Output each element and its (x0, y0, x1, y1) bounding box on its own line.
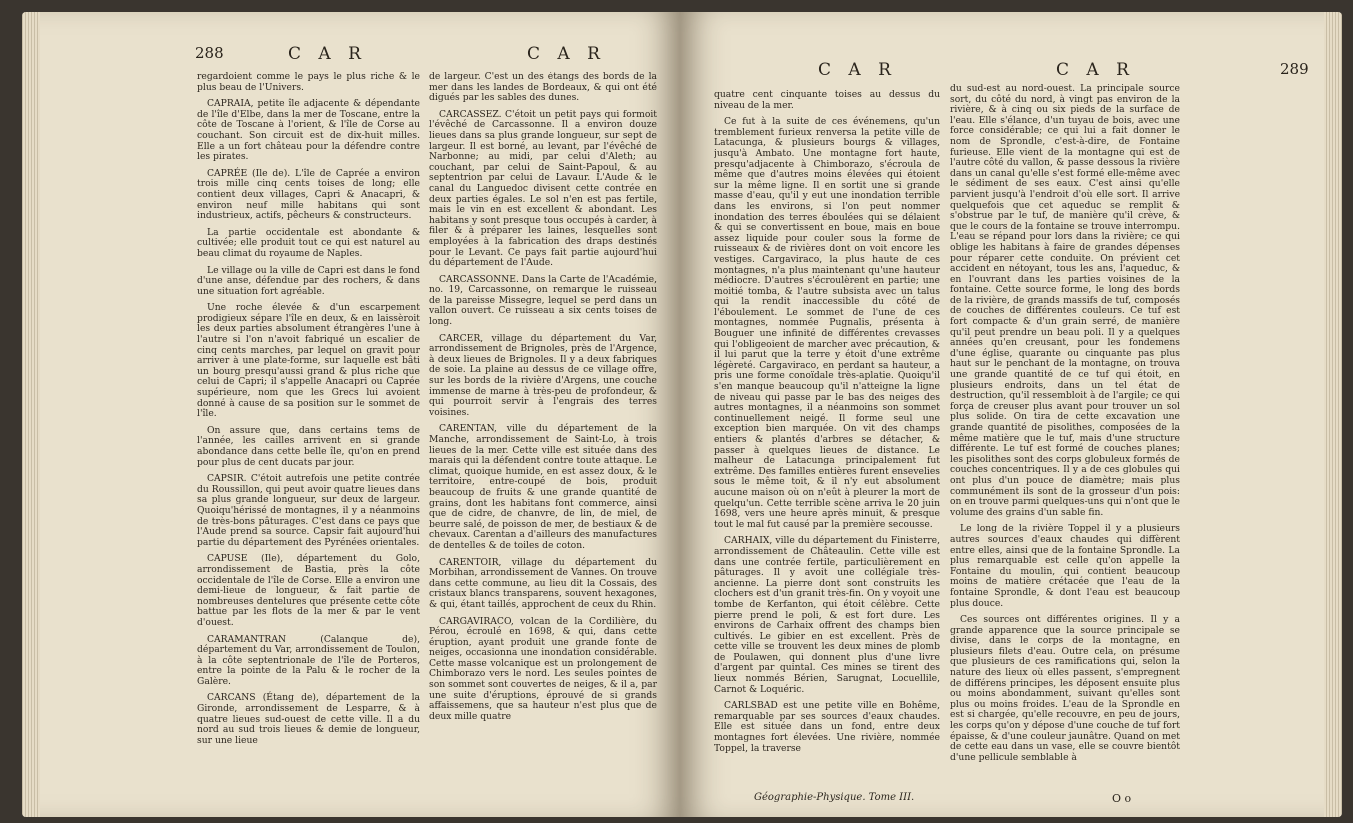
paragraph: regardoient comme le pays le plus riche & le plus beau de l'Univers. (197, 72, 420, 93)
paragraph: CARCASSONNE. Dans la Carte de l'Académie, no. 19, Carcassonne, on remarque le ruisseau de la pareisse Missegre, lequel se perd dans un vallon ouvert. Ce ruisseau a six cents toises de long. (429, 273, 657, 328)
paragraph: CARLSBAD est une petite ville en Bohême, remarquable par ses sources d'eaux chaudes. Elle est située dans un fond, entre deux montagnes fort élevées. Une rivière, nommée Toppel, la traverse (714, 700, 940, 754)
page-number-right: 289 (1280, 60, 1309, 78)
paragraph: Le long de la rivière Toppel il y a plusieurs autres sources d'eaux chaudes qui diffèrent entre elles, ainsi que de la fontaine Sprondle. La plus remarquable est celle qu'on appelle la Fontaine du moulin, qui contient beaucoup moins de matière crétacée que l'eau de la fontaine Sprondle, & dont l'eau est beaucoup plus douce. (950, 523, 1180, 609)
paragraph: On assure que, dans certains tems de l'année, les cailles arrivent en si grande abondance dans cette belle île, qu'on en prend pour plus de cent ducats par jour. (197, 424, 420, 468)
paragraph: de largeur. C'est un des étangs des bords de la mer dans les landes de Bordeaux, & qui ont été digués par les sables des dunes. (429, 72, 657, 104)
paragraph: La partie occidentale est abondante & cultivée; elle produit tout ce qui est naturel au beau climat du royaume de Naples. (197, 226, 420, 259)
paragraph: Ce fut à la suite de ces événemens, qu'un tremblement furieux renversa la petite ville de Latacunga, & plusieurs bourgs & villages, jusqu'à Ambato. Une montagne fort haute, presqu'adjacente à Chimborazo, s'écroula de même que d'autres moins élevées qui étoient sur la même ligne. Il en sortit une si grande masse d'eau, qu'il y eut une inondation terrible dans les environs, si l'on peut nommer inondation des terres éboulées qui se délaient & qui se convertissent en boue, mais en boue assez liquide pour couler sous la forme de ruisseaux & de rivières dont on voit encore les vestiges. Cargaviraco, la plus haute de ces montagnes, n'a plus maintenant qu'une hauteur médiocre. D'autres s'écroulèrent en partie; une moitié tomba, & l'autre subsista avec un talus qui la rendit inaccessible du côté de l'éboulement. Le sommet de l'une de ces montagnes, nommée Pugnalis, présenta à Bouguer une infinité de différentes crevasses qui l'obligeoient de marcher avec précaution, & il lui parut que la terre y étoit d'une extrême légèreté. Cargaviraco, en perdant sa hauteur, a pris une forme conoïdale très-aplatie. Quoiqu'il s'en manque beaucoup qu'il n'atteigne la ligne de niveau qui passe par le bas des neiges des autres montagnes, il a néanmoins son sommet continuellement neigé. Il forme seul une exception bien marquée. On vit des champs entiers & plantés d'arbres se détacher, & passer à quelques lieues de distance. Le malheur de Latacunga principalement fut extrême. Des familles entières furent ensevelies sous le même toit, & il n'y eut absolument aucune maison où on n'eût à pleurer la mort de quelqu'un. Cette terrible scène arriva le 20 juin 1698, vers une heure après minuit, & presque tout le mal fut causé par la première secousse. (714, 116, 940, 530)
right-column-2 (950, 84, 1180, 774)
book-spread (22, 12, 1342, 817)
running-head: C A R (818, 60, 897, 80)
paragraph: CAPSIR. C'étoit autrefois une petite contrée du Roussillon, qui peut avoir quatre lieues dans sa plus grande longueur, sur deux de largeur. Quoiqu'hérissé de montagnes, il y a néanmoins de très-bons pâturages. C'est dans ce pays que l'Aude prend sa source. Capsir fait aujourd'hui partie du département des Pyrénées orientales. (197, 473, 420, 548)
page-footer: Géographie-Physique. Tome III. (754, 792, 915, 803)
paragraph: CARENTAN, ville du département de la Manche, arrondissement de Saint-Lo, à trois lieues de la mer. Cette ville est située dans des marais qui la défendent contre toute attaque. Le climat, quoique humide, en est assez doux, & le territoire, entre-coupé de bois, produit beaucoup de fruits & une grande quantité de grains, dont les habitans font commerce, ainsi que de cidre, de chanvre, de lin, de miel, de beurre salé, de poisson de mer, de bestiaux & de chevaux. Carentan a d'ailleurs des manufactures de dentelles & de toiles de coton. (429, 423, 657, 551)
paragraph: CAPRÉE (Ile de). L'île de Caprée a environ trois mille cinq cents toises de long; elle contient deux villages, Capri & Anacapri, & environ neuf mille habitans qui sont industrieux, actifs, pêcheurs & constructeurs. (197, 167, 420, 222)
left-column-1 (197, 72, 420, 812)
paragraph: Une roche élevée & d'un escarpement prodigieux sépare l'île en deux, & en laissèroit les deux parties absolument étrangères l'une à l'autre si l'on n'avoit fabriqué un escalier de cinq cents marches, par lequel on gravit pour arriver à une plate-forme, sur laquelle est bâti un bourg presqu'aussi grand & plus riche que celui de Capri; il s'appelle Anacapri ou Caprée supérieure, nom que les Grecs lui avoient donné à cause de sa position sur le sommet de l'île. (197, 302, 420, 420)
page-edge-left (22, 12, 40, 817)
paragraph: CARCASSEZ. C'étoit un petit pays qui formoit l'évêché de Carcassonne. Il a environ douze lieues dans sa plus grande longueur, sur sept de largeur. Il est borné, au levant, par l'évêché de Narbonne; au midi, par celui d'Aleth; au couchant, par celui de Saint-Papoul, & au septentrion par celui de Lavaur. L'Aude & le canal du Languedoc divisent cette contrée en deux parties égales. Le sol n'en est pas fertile, mais le vin en est excellent & abondant. Les habitans y sont presque tous occupés à carder, à filer & à préparer les laines, lesquelles sont employées à la fabrication des draps destinés pour le Levant. Ce pays fait partie aujourd'hui du département de l'Aude. (429, 108, 657, 269)
running-head: C A R (527, 44, 606, 64)
page-edge-right (1324, 12, 1342, 817)
left-page (22, 12, 680, 817)
paragraph: du sud-est au nord-ouest. La principale source sort, du côté du nord, à vingt pas environ de la rivière, & à cinq ou six pieds de la surface de l'eau. Elle s'élance, d'un tuyau de bois, avec une force considérable; ce qui lui a fait donner le nom de Sprondle, c'est-à-dire, de Fontaine furieuse. Elle vient de la montagne qui est de l'autre côté du vallon, & passe dessous la rivière dans un canal qu'elle s'est formé elle-même avec le sédiment de ses eaux. C'est ainsi qu'elle parvient jusqu'à l'endroit d'où elle sort. Il arrive quelquefois que cet aqueduc se remplit & s'obstrue par le tuf, de manière qu'il crève, & que le cours de la fontaine se trouve interrompu. L'eau se répand pour lors dans la rivière; ce qui oblige les habitans à faire de grandes dépenses pour réparer cette conduite. On prévient cet accident en nétoyant, tous les ans, l'aqueduc, & en l'ouvrant dans les parties voisines de la fontaine. Cette source forme, le long des bords de la rivière, de grands massifs de tuf, composés de couches de différentes couleurs. Ce tuf est fort compacte & d'un grain serré, de manière qu'il peut prendre un beau poli. Il y a quelques années qu'en creusant, pour les fondemens d'une église, quarante ou cinquante pas plus haut sur le penchant de la montagne, on trouva une grande quantité de ce tuf qui étoit, en plusieurs endroits, dans un tel état de destruction, qu'il ressembloit à de l'argile; ce qui força de creuser plus avant pour trouver un sol plus solide. On tira de cette excavation une grande quantité de pisolithes, composées de la même matière que le tuf, mais d'une structure différente. Le tuf est formé de couches planes; les pisolithes sont des corps globuleux formés de couches concentriques. Il y a de ces globules qui ont plus d'un pouce de diamètre; mais plus communément ils sont de la grosseur d'un pois: on en trouve parmi quelques-uns qui n'ont que le volume des grains d'un sable fin. (950, 84, 1180, 518)
paragraph: Le village ou la ville de Capri est dans le fond d'une anse, défendue par des rochers, & dans une situation fort agréable. (197, 264, 420, 297)
running-head: C A R (1056, 60, 1135, 80)
left-column-2 (429, 72, 657, 812)
paragraph: Ces sources ont différentes origines. Il y a grande apparence que la source principale se divise, dans le corps de la montagne, en plusieurs filets d'eau. Outre cela, on présume que plusieurs de ces ramifications qui, selon la nature des lieux où elles passent, s'empregnent de différens principes, les déposent ensuite plus ou moins abondamment, suivant qu'elles sont plus ou moins froides. L'eau de la Sprondle en est si chargée, qu'elle recouvre, en peu de jours, les corps qu'on y dépose d'une couche de tuf fort épaisse, & d'une couleur jaunâtre. Quand on met de cette eau dans un vase, elle se couvre bientôt d'une pellicule semblable à (950, 614, 1180, 763)
signature-mark: O o (1112, 792, 1132, 805)
left-header (22, 44, 680, 72)
running-head: C A R (288, 44, 367, 64)
paragraph: CAPUSE (Ile), département du Golo, arrondissement de Bastia, près la côte occidentale de l'île de Corse. Elle a environ une demi-lieue de longueur, & fait partie de nombreuses dentelures que présente cette côte battue par les flots de la mer & par le vent d'ouest. (197, 553, 420, 628)
paragraph: CARGAVIRACO, volcan de la Cordilière, du Pérou, écroulé en 1698, & qui, dans cette éruption, ayant produit une grande fonte de neiges, occasionna une inondation considérable. Cette masse volcanique est un prolongement de Chimborazo vers le nord. Les seules pointes de son sommet sont couvertes de neiges, & il a, par une suite d'éruptions, éprouvé de si grands affaissemens, que sa hauteur n'est plus que de deux mille quatre (429, 615, 657, 722)
right-page (680, 12, 1342, 817)
right-header (680, 44, 1342, 80)
paragraph: CAPRAIA, petite île adjacente & dépendante de l'île d'Elbe, dans la mer de Toscane, entre la côte de Toscane à l'orient, & l'île de Corse au couchant. Son circuit est de dix-huit milles. Elle a un fort château pour la défendre contre les pirates. (197, 98, 420, 163)
paragraph: CARENTOIR, village du département du Morbihan, arrondissement de Vannes. On trouve dans cette commune, au lieu dit la Cossais, des cristaux blancs transparens, souvent hexagones, & qui, étant taillés, approchent de ceux du Rhin. (429, 556, 657, 610)
paragraph: quatre cent cinquante toises au dessus du niveau de la mer. (714, 90, 940, 111)
paragraph: CARHAIX, ville du département du Finisterre, arrondissement de Châteaulin. Cette ville est dans une contrée fertile, particulièrement en pâturages. Il y avoit une collégiale très-ancienne. La pierre dont sont construits les clochers est d'un granit très-fin. On y voyoit une tombe de Kerfanton, qui étoit célèbre. Cette pierre prend le poli, & est fort dure. Les environs de Carhaix offrent des champs bien cultivés. Le gibier en est excellent. Près de cette ville se trouvent les deux mines de plomb de Poulawen, qui donnent plus d'une livre d'argent par quintal. Ces mines se tirent des lieux nommés Bérien, Sarugnat, Locuellile, Carnot & Loquéric. (714, 535, 940, 695)
paragraph: CARCER, village du département du Var, arrondissement de Brignoles, près de l'Argence, à deux lieues de Brignoles. Il y a deux fabriques de soie. La plaine au dessus de ce village offre, sur les bords de la rivière d'Argens, une couche immense de marne à très-peu de profondeur, & qui pourroit servir à l'engrais des terres voisines. (429, 332, 657, 418)
page-number-left: 288 (195, 44, 224, 62)
right-column-1 (714, 90, 940, 780)
paragraph: CARAMANTRAN (Calanque de), département du Var, arrondissement de Toulon, à la côte septentrionale de l'île de Porteros, entre la pointe de la Palu & le rocher de la Galère. (197, 633, 420, 687)
paragraph: CARCANS (Étang de), département de la Gironde, arrondissement de Lesparre, & à quatre lieues sud-ouest de cette ville. Il a du nord au sud trois lieues & demie de longueur, sur une lieue (197, 692, 420, 746)
